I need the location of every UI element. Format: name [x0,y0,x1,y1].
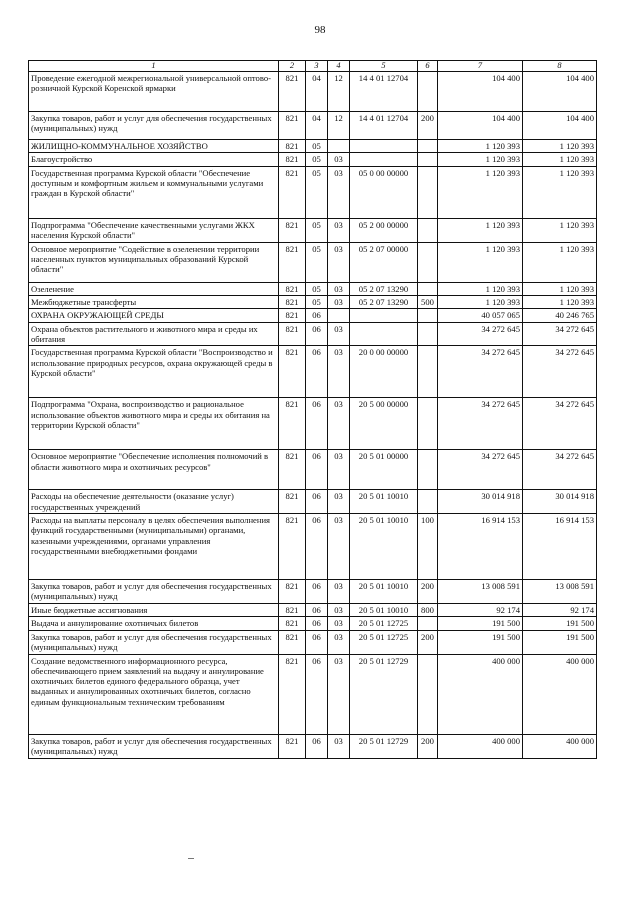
amount-year-1: 191 500 [438,630,523,654]
amount-year-2: 400 000 [523,734,597,758]
amount-year-1: 400 000 [438,654,523,734]
scan-mark [188,858,194,859]
amount-year-1: 191 500 [438,617,523,630]
item-name: Благоустройство [29,153,279,166]
item-name: Подпрограмма "Обеспечение качественными услугами ЖКХ населения Курской области" [29,218,279,242]
table-row [29,654,597,734]
section-code: 06 [306,490,328,514]
item-name: Подпрограмма "Охрана, воспроизводство и рациональное использование объектов животного мира и среды их обитания на территории Курской области" [29,398,279,450]
subsection-code: 03 [328,734,350,758]
amount-year-2: 1 120 393 [523,218,597,242]
column-number: 6 [418,61,438,72]
ministry-code: 821 [279,282,306,295]
item-name: Выдача и аннулирование охотничьих билетов [29,617,279,630]
ministry-code: 821 [279,603,306,616]
target-article-code: 05 2 07 13290 [350,282,418,295]
amount-year-2: 34 272 645 [523,322,597,346]
column-number: 1 [29,61,279,72]
ministry-code: 821 [279,140,306,153]
subsection-code: 03 [328,218,350,242]
expense-type-code [418,346,438,398]
expense-type-code: 800 [418,603,438,616]
section-code: 06 [306,617,328,630]
budget-table [28,60,597,759]
subsection-code: 03 [328,513,350,579]
section-code: 05 [306,282,328,295]
target-article-code [350,153,418,166]
table-row [29,450,597,490]
amount-year-1: 34 272 645 [438,398,523,450]
section-code: 05 [306,296,328,309]
ministry-code: 821 [279,322,306,346]
ministry-code: 821 [279,513,306,579]
table-row [29,617,597,630]
expense-type-code [418,490,438,514]
amount-year-2: 34 272 645 [523,398,597,450]
amount-year-1: 1 120 393 [438,296,523,309]
amount-year-2: 92 174 [523,603,597,616]
table-row [29,166,597,218]
amount-year-2: 30 014 918 [523,490,597,514]
ministry-code: 821 [279,734,306,758]
subsection-code: 03 [328,166,350,218]
amount-year-1: 1 120 393 [438,242,523,282]
expense-type-code: 200 [418,734,438,758]
amount-year-1: 34 272 645 [438,450,523,490]
table-row [29,296,597,309]
target-article-code: 20 5 01 00000 [350,450,418,490]
item-name: Межбюджетные трансферты [29,296,279,309]
column-number: 5 [350,61,418,72]
item-name: Закупка товаров, работ и услуг для обеспечения государственных (муниципальных) нужд [29,630,279,654]
subsection-code: 03 [328,153,350,166]
amount-year-2: 191 500 [523,617,597,630]
ministry-code: 821 [279,72,306,112]
subsection-code: 03 [328,579,350,603]
target-article-code: 20 5 01 12729 [350,654,418,734]
amount-year-2: 104 400 [523,72,597,112]
amount-year-1: 1 120 393 [438,140,523,153]
ministry-code: 821 [279,166,306,218]
expense-type-code: 500 [418,296,438,309]
expense-type-code [418,322,438,346]
target-article-code: 05 2 07 13290 [350,296,418,309]
amount-year-1: 34 272 645 [438,322,523,346]
target-article-code: 20 5 01 10010 [350,490,418,514]
target-article-code: 20 5 01 10010 [350,579,418,603]
expense-type-code [418,242,438,282]
amount-year-1: 104 400 [438,72,523,112]
expense-type-code [418,140,438,153]
ministry-code: 821 [279,617,306,630]
table-row [29,490,597,514]
table-row [29,309,597,322]
section-code: 06 [306,654,328,734]
amount-year-2: 104 400 [523,112,597,140]
target-article-code: 05 2 00 00000 [350,218,418,242]
amount-year-1: 1 120 393 [438,153,523,166]
amount-year-2: 1 120 393 [523,140,597,153]
expense-type-code [418,450,438,490]
ministry-code: 821 [279,490,306,514]
ministry-code: 821 [279,242,306,282]
expense-type-code: 200 [418,630,438,654]
ministry-code: 821 [279,153,306,166]
subsection-code [328,309,350,322]
expense-type-code [418,218,438,242]
table-row [29,140,597,153]
section-code: 06 [306,630,328,654]
subsection-code: 03 [328,603,350,616]
subsection-code: 03 [328,398,350,450]
item-name: Расходы на выплаты персоналу в целях обеспечения выполнения функций государственными (муниципальными) органами, казенными учреждениями, органами управления государственными внебюджетными фондами [29,513,279,579]
table-row [29,398,597,450]
target-article-code: 05 2 07 00000 [350,242,418,282]
expense-type-code [418,282,438,295]
target-article-code: 20 5 01 12725 [350,617,418,630]
subsection-code: 12 [328,72,350,112]
column-number: 7 [438,61,523,72]
subsection-code: 03 [328,654,350,734]
amount-year-2: 34 272 645 [523,346,597,398]
amount-year-2: 1 120 393 [523,282,597,295]
target-article-code: 20 0 00 00000 [350,346,418,398]
section-code: 06 [306,346,328,398]
ministry-code: 821 [279,309,306,322]
subsection-code: 12 [328,112,350,140]
expense-type-code [418,309,438,322]
subsection-code: 03 [328,242,350,282]
expense-type-code: 200 [418,112,438,140]
target-article-code: 14 4 01 12704 [350,72,418,112]
table-row [29,513,597,579]
amount-year-1: 92 174 [438,603,523,616]
amount-year-2: 13 008 591 [523,579,597,603]
item-name: Закупка товаров, работ и услуг для обеспечения государственных (муниципальных) нужд [29,579,279,603]
target-article-code [350,140,418,153]
expense-type-code: 100 [418,513,438,579]
section-code: 05 [306,218,328,242]
table-row [29,218,597,242]
ministry-code: 821 [279,112,306,140]
amount-year-1: 16 914 153 [438,513,523,579]
section-code: 06 [306,398,328,450]
item-name: Закупка товаров, работ и услуг для обеспечения государственных (муниципальных) нужд [29,112,279,140]
subsection-code: 03 [328,296,350,309]
expense-type-code [418,153,438,166]
section-code: 06 [306,603,328,616]
ministry-code: 821 [279,579,306,603]
section-code: 05 [306,153,328,166]
amount-year-1: 13 008 591 [438,579,523,603]
subsection-code: 03 [328,630,350,654]
section-code: 06 [306,309,328,322]
amount-year-1: 1 120 393 [438,218,523,242]
section-code: 05 [306,140,328,153]
column-number: 3 [306,61,328,72]
table-row [29,282,597,295]
section-code: 06 [306,322,328,346]
subsection-code: 03 [328,282,350,295]
ministry-code: 821 [279,630,306,654]
item-name: Создание ведомственного информационного ресурса, обеспечивающего прием заявлений на выдачу и аннулирование охотничьих билетов единого федерального образца, учет выданных и аннулированных охотничьих билетов, согласно единым функциональным техническим требованиям [29,654,279,734]
item-name: Иные бюджетные ассигнования [29,603,279,616]
expense-type-code: 200 [418,579,438,603]
target-article-code: 20 5 01 12729 [350,734,418,758]
subsection-code [328,140,350,153]
table-row [29,346,597,398]
table-row [29,734,597,758]
subsection-code: 03 [328,490,350,514]
section-code: 04 [306,72,328,112]
target-article-code: 14 4 01 12704 [350,112,418,140]
section-code: 05 [306,166,328,218]
amount-year-1: 30 014 918 [438,490,523,514]
expense-type-code [418,654,438,734]
column-number-row [29,61,597,72]
item-name: ОХРАНА ОКРУЖАЮЩЕЙ СРЕДЫ [29,309,279,322]
subsection-code: 03 [328,617,350,630]
amount-year-1: 400 000 [438,734,523,758]
amount-year-2: 1 120 393 [523,296,597,309]
ministry-code: 821 [279,346,306,398]
target-article-code: 20 5 01 10010 [350,513,418,579]
section-code: 06 [306,579,328,603]
amount-year-1: 40 057 065 [438,309,523,322]
expense-type-code [418,166,438,218]
amount-year-2: 1 120 393 [523,153,597,166]
amount-year-1: 34 272 645 [438,346,523,398]
ministry-code: 821 [279,218,306,242]
item-name: Расходы на обеспечение деятельности (оказание услуг) государственных учреждений [29,490,279,514]
amount-year-2: 1 120 393 [523,166,597,218]
section-code: 06 [306,513,328,579]
table-row [29,112,597,140]
expense-type-code [418,72,438,112]
amount-year-2: 400 000 [523,654,597,734]
target-article-code: 20 5 01 12725 [350,630,418,654]
section-code: 04 [306,112,328,140]
item-name: ЖИЛИЩНО-КОММУНАЛЬНОЕ ХОЗЯЙСТВО [29,140,279,153]
subsection-code: 03 [328,346,350,398]
item-name: Основное мероприятие "Обеспечение исполнения полномочий в области животного мира и охотничьих ресурсов" [29,450,279,490]
amount-year-1: 1 120 393 [438,166,523,218]
target-article-code: 20 5 00 00000 [350,398,418,450]
expense-type-code [418,617,438,630]
table-row [29,630,597,654]
column-number: 2 [279,61,306,72]
amount-year-2: 1 120 393 [523,242,597,282]
amount-year-2: 40 246 765 [523,309,597,322]
section-code: 06 [306,734,328,758]
amount-year-2: 34 272 645 [523,450,597,490]
table-row [29,72,597,112]
ministry-code: 821 [279,654,306,734]
item-name: Проведение ежегодной межрегиональной универсальной оптово-розничной Курской Коренской ярмарки [29,72,279,112]
subsection-code: 03 [328,322,350,346]
amount-year-2: 191 500 [523,630,597,654]
column-number: 8 [523,61,597,72]
table-row [29,603,597,616]
section-code: 05 [306,242,328,282]
page-number: 98 [314,24,326,36]
item-name: Закупка товаров, работ и услуг для обеспечения государственных (муниципальных) нужд [29,734,279,758]
table-row [29,322,597,346]
table-row [29,153,597,166]
target-article-code: 20 5 01 10010 [350,603,418,616]
ministry-code: 821 [279,450,306,490]
target-article-code: 05 0 00 00000 [350,166,418,218]
amount-year-1: 1 120 393 [438,282,523,295]
amount-year-2: 16 914 153 [523,513,597,579]
item-name: Озеленение [29,282,279,295]
item-name: Государственная программа Курской области "Обеспечение доступным и комфортным жильем и коммунальными услугами граждан в Курской области" [29,166,279,218]
section-code: 06 [306,450,328,490]
target-article-code [350,309,418,322]
item-name: Основное мероприятие "Содействие в озеленении территории населенных пунктов муниципальных образований Курской области" [29,242,279,282]
ministry-code: 821 [279,296,306,309]
item-name: Государственная программа Курской области "Воспроизводство и использование природных ресурсов, охрана окружающей среды в Курской области" [29,346,279,398]
column-number: 4 [328,61,350,72]
subsection-code: 03 [328,450,350,490]
expense-type-code [418,398,438,450]
table-row [29,579,597,603]
target-article-code [350,322,418,346]
ministry-code: 821 [279,398,306,450]
amount-year-1: 104 400 [438,112,523,140]
item-name: Охрана объектов растительного и животного мира и среды их обитания [29,322,279,346]
table-row [29,242,597,282]
